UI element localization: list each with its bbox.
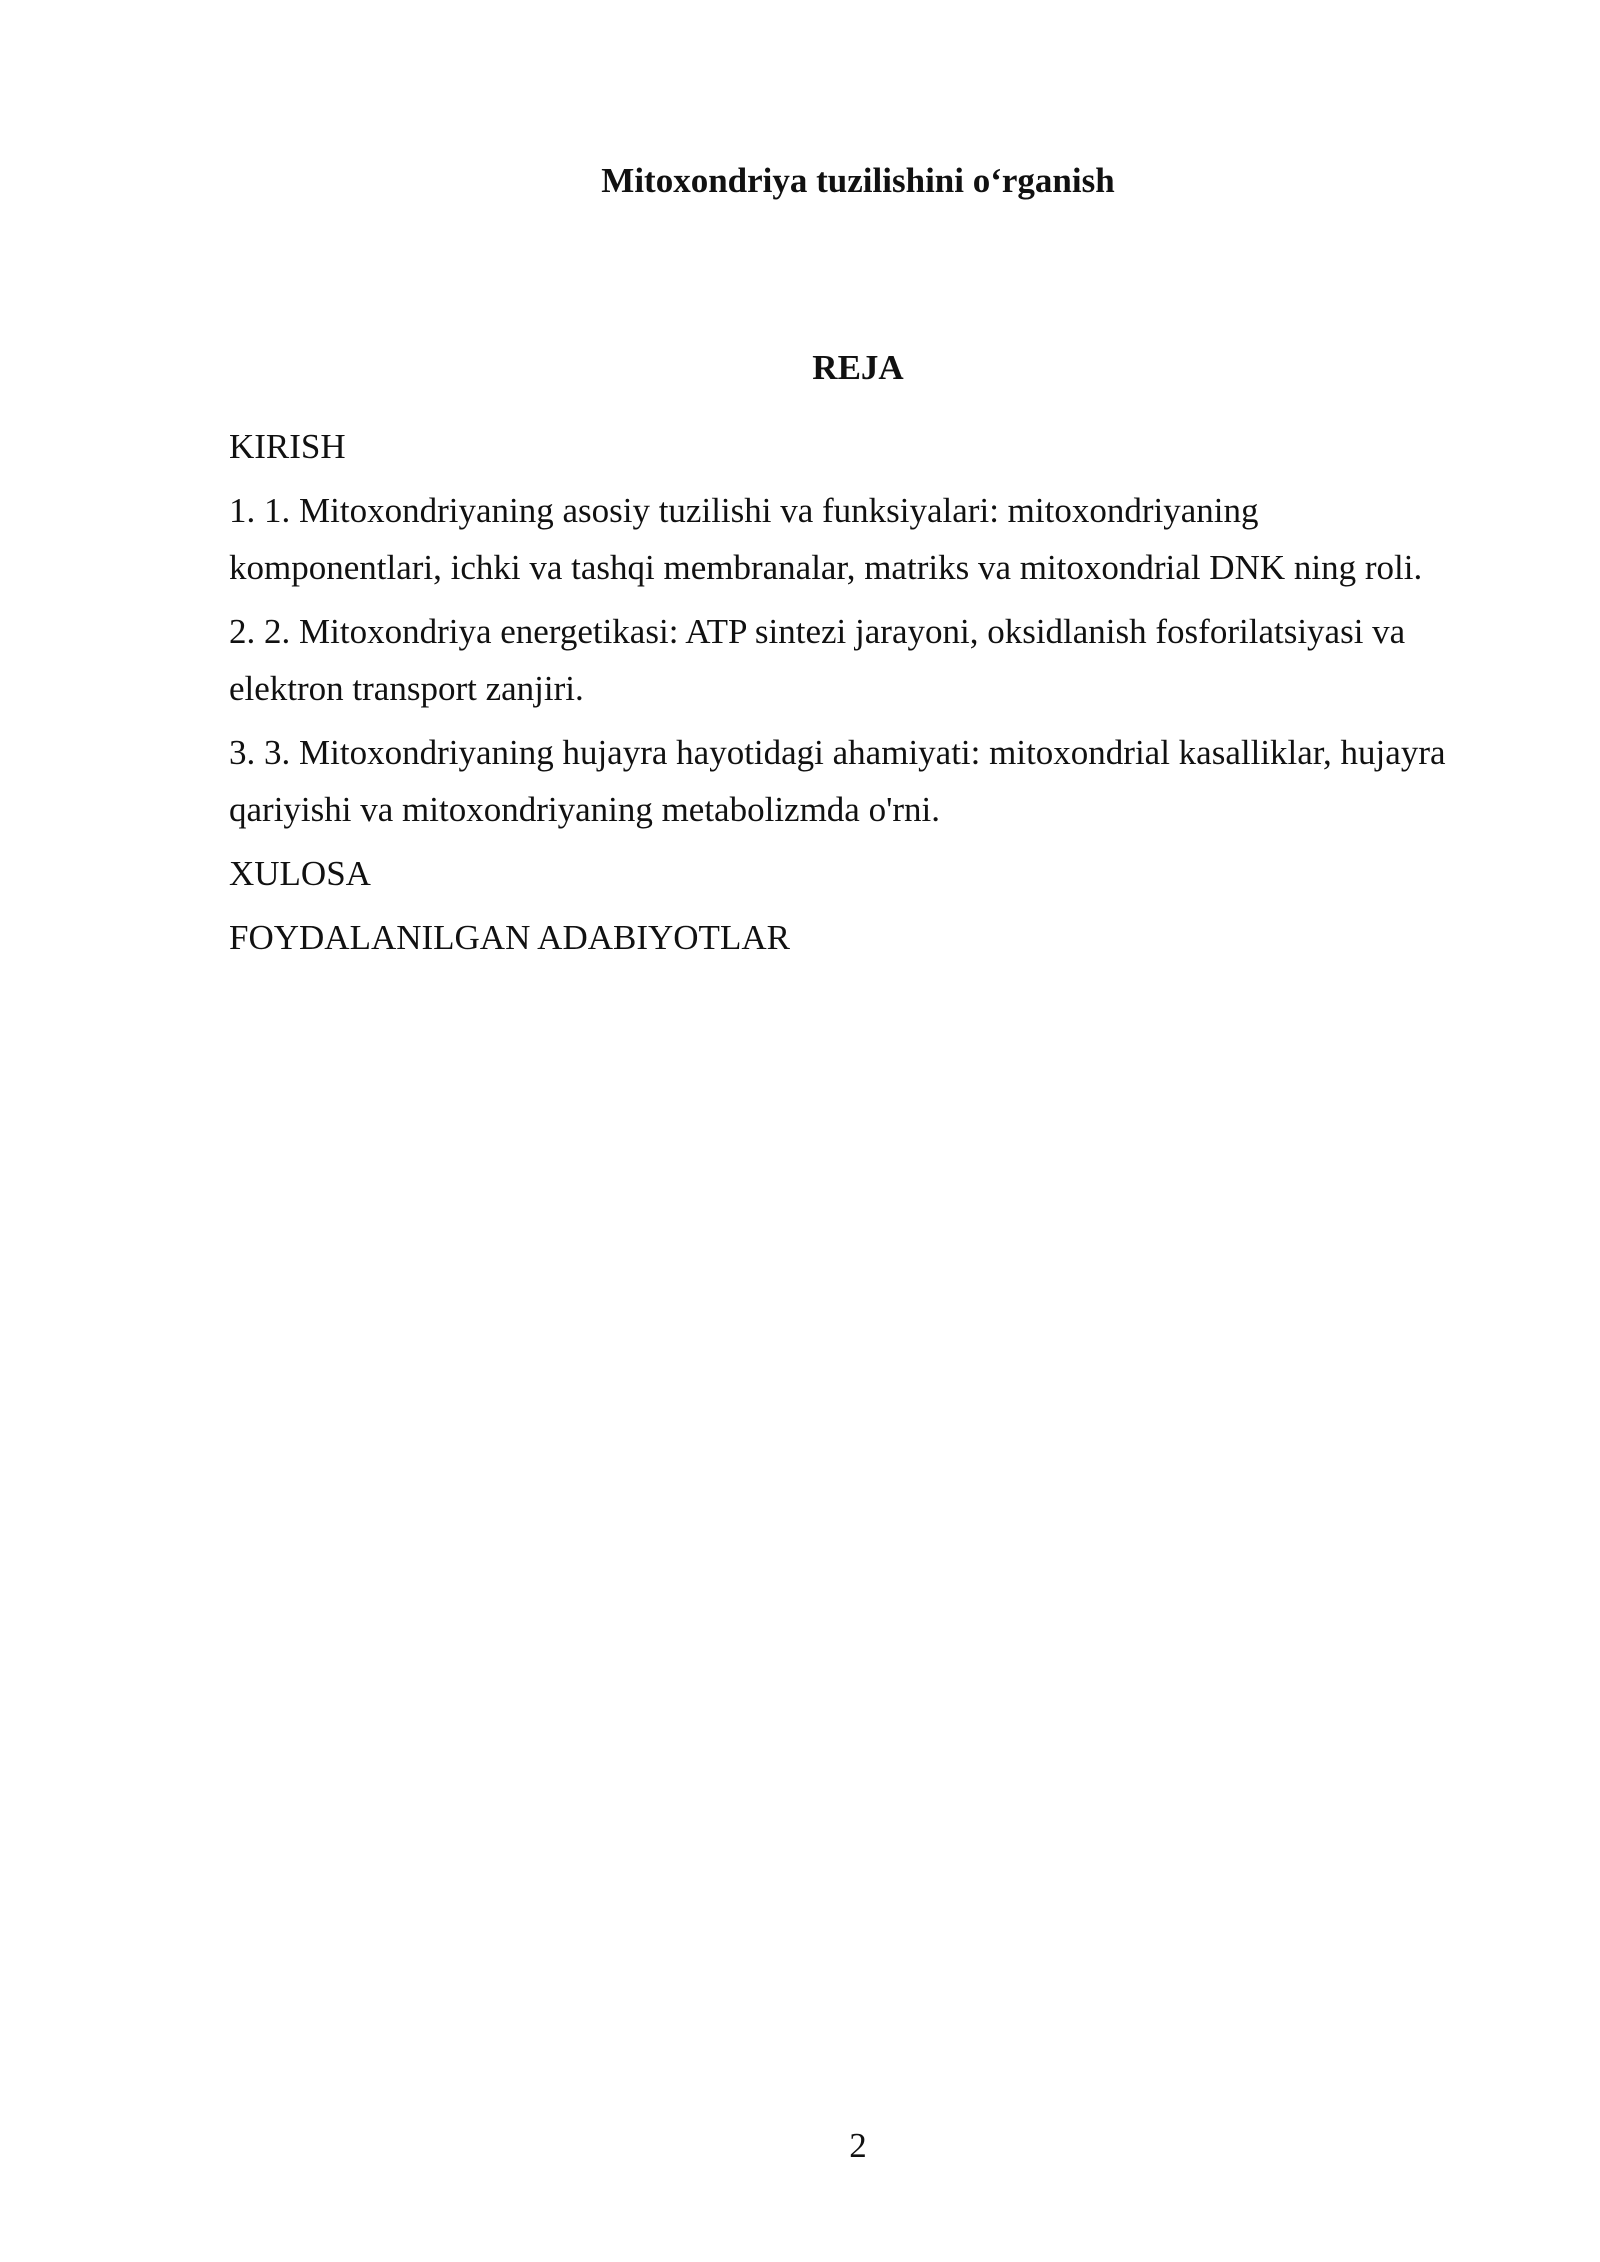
plan-item-introduction: KIRISH xyxy=(229,427,346,466)
plan-item-2: 2. 2. Mitoxondriya energetikasi: ATP sintezi jarayoni, oksidlanish fosforilatsiyasi va elektron transport zanjiri. xyxy=(229,612,1406,708)
plan-heading: REJA xyxy=(812,348,904,387)
plan-list xyxy=(229,418,1479,973)
plan-item-3: 3. 3. Mitoxondriyaning hujayra hayotidagi ahamiyati: mitoxondrial kasalliklar, hujayra qariyishi va mitoxondriyaning metabolizmda o'rni. xyxy=(229,733,1446,829)
plan-item-1: 1. 1. Mitoxondriyaning asosiy tuzilishi va funksiyalari: mitoxondriyaning komponentlari, ichki va tashqi membranalar, matriks va mitoxondrial DNK ning roli. xyxy=(229,491,1423,587)
plan-item-conclusion: XULOSA xyxy=(229,854,371,893)
plan-item-references: FOYDALANILGAN ADABIYOTLAR xyxy=(229,918,790,957)
document-title: Mitoxondriya tuzilishini o‘rganish xyxy=(601,161,1115,200)
page-number: 2 xyxy=(849,2126,867,2165)
